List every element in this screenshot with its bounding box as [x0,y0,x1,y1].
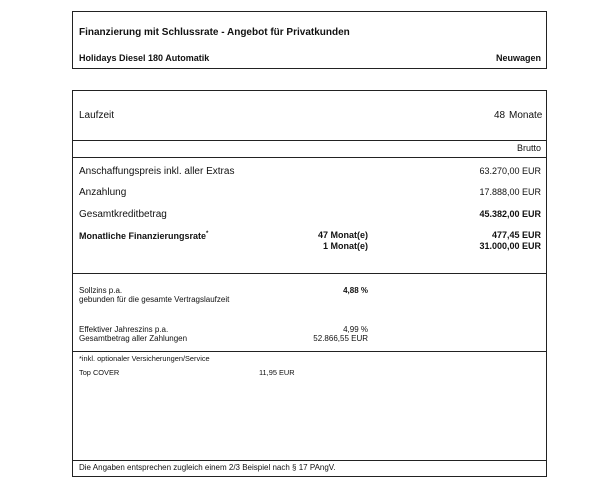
legal-footer: Die Angaben entsprechen zugleich einem 2/3 Beispiel nach § 17 PAngV. [79,463,336,472]
term-value: 48 [494,110,506,121]
nominal-rate-value: 4,88 % [343,286,368,295]
offer-header [72,11,547,69]
down-payment-value: 17.888,00 EUR [479,187,541,197]
vehicle-condition: Neuwagen [495,53,541,63]
extra-item-label: Top COVER [79,368,120,377]
vehicle-name: Holidays Diesel 180 Automatik [79,53,210,63]
purchase-price-label: Anschaffungspreis inkl. aller Extras [79,166,235,177]
purchase-price-value: 63.270,00 EUR [479,166,541,176]
monthly-count-1: 47 Monat(e) [317,230,368,240]
brutto-column-header: Brutto [516,143,541,153]
monthly-rate-label-text: Monatliche Finanzierungsrate [79,231,207,241]
total-credit-label: Gesamtkreditbetrag [79,209,167,220]
nominal-rate-label: Sollzins p.a. [79,286,123,295]
monthly-value-1: 477,45 EUR [491,230,541,240]
effective-rate-value: 4,99 % [343,325,368,334]
monthly-value-2: 31.000,00 EUR [479,241,541,251]
divider [73,157,546,158]
monthly-rate-marker: * [206,231,209,237]
monthly-count-2: 1 Monat(e) [323,241,368,251]
term-label: Laufzeit [79,110,115,121]
down-payment-label: Anzahlung [79,187,127,198]
nominal-rate-note: gebunden für die gesamte Vertragslaufzeit [79,295,230,304]
offer-details [72,90,547,477]
effective-rate-label: Effektiver Jahreszins p.a. [79,325,169,334]
term-unit: Monate [509,110,543,121]
offer-title: Finanzierung mit Schlussrate - Angebot für Privatkunden [79,27,350,38]
divider [73,140,546,141]
extras-footnote: *inkl. optionaler Versicherungen/Service [79,354,210,363]
total-payments-value: 52.866,55 EUR [313,334,368,343]
divider [73,460,546,461]
divider [73,351,546,352]
monthly-rate-label [79,231,208,241]
total-credit-value: 45.382,00 EUR [479,209,541,219]
divider [73,273,546,274]
total-payments-label: Gesamtbetrag aller Zahlungen [79,334,188,343]
extra-item-value: 11,95 EUR [259,368,295,377]
